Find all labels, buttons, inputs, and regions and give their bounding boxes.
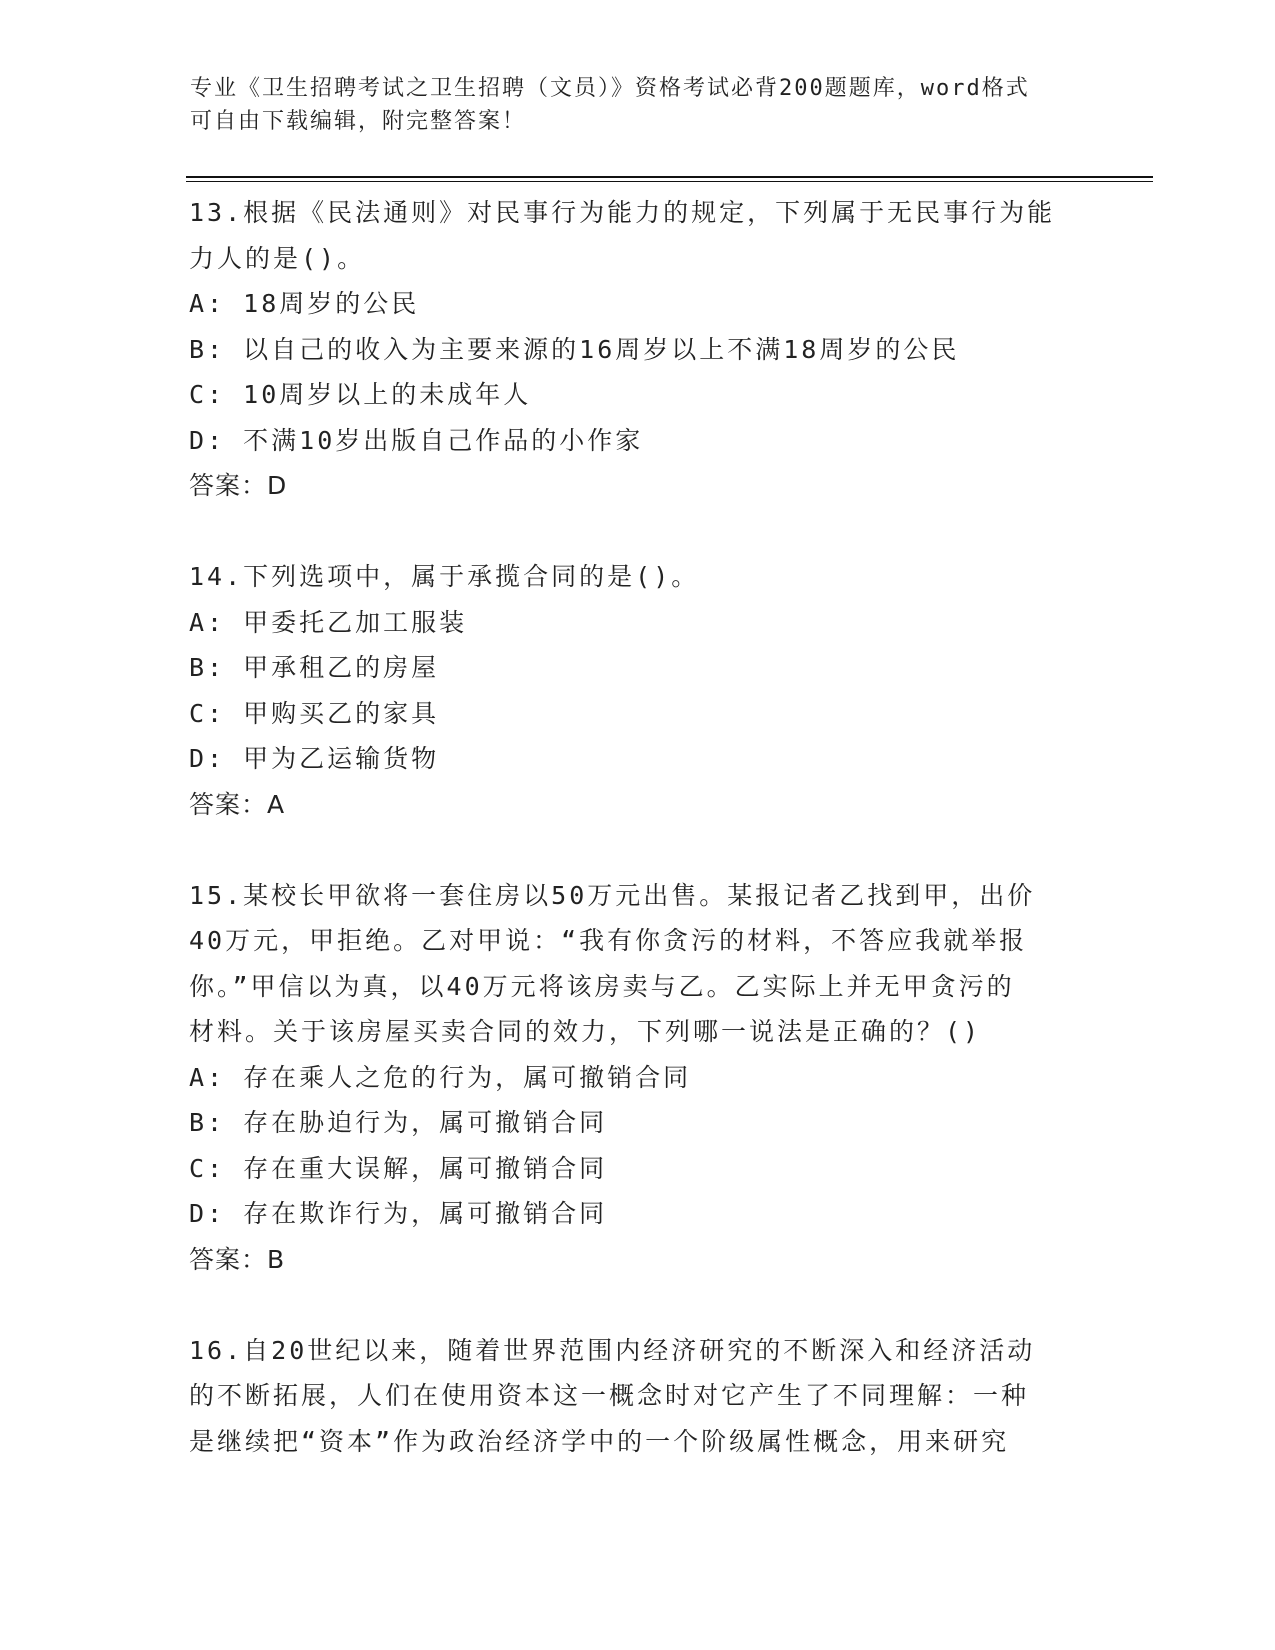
question-stem-line: 16.自20世纪以来，随着世界范围内经济研究的不断深入和经济活动 (189, 1335, 1036, 1365)
header-title-line-1: 专业《卫生招聘考试之卫生招聘（文员）》资格考试必背200题题库，word格式 (190, 76, 1030, 101)
question-13 (189, 190, 1089, 509)
question-stem-line: 是继续把“资本”作为政治经济学中的一个阶级属性概念，用来研究 (189, 1426, 1010, 1456)
option-a: A: 18周岁的公民 (189, 289, 420, 318)
header-divider-thin (186, 181, 1153, 182)
option-c: C: 存在重大误解，属可撤销合同 (189, 1153, 608, 1183)
question-16 (189, 1328, 1089, 1465)
question-spacer (189, 827, 1089, 873)
question-stem-line: 40万元，甲拒绝。乙对甲说：“我有你贪污的材料，不答应我就举报 (189, 926, 1028, 955)
option-c: C: 甲购买乙的家具 (189, 698, 440, 728)
option-d: D: 存在欺诈行为，属可撤销合同 (189, 1199, 608, 1228)
header-divider-thick (186, 176, 1153, 178)
answer-label: 答案：D (189, 471, 288, 500)
header-title-line-2: 可自由下载编辑，附完整答案！ (190, 109, 527, 134)
option-d: D: 甲为乙运输货物 (189, 744, 440, 773)
option-c: C: 10周岁以上的未成年人 (189, 380, 532, 409)
document-header (190, 72, 1090, 138)
question-spacer (189, 509, 1089, 555)
option-a: A: 甲委托乙加工服装 (189, 607, 468, 637)
option-b: B: 存在胁迫行为，属可撤销合同 (189, 1108, 608, 1137)
answer-label: 答案：B (189, 1244, 286, 1274)
question-spacer (189, 1282, 1089, 1328)
question-stem-line: 你。”甲信以为真，以40万元将该房卖与乙。乙实际上并无甲贪污的 (189, 971, 1015, 1001)
option-b: B: 甲承租乙的房屋 (189, 653, 440, 682)
question-stem-line: 14.下列选项中，属于承揽合同的是()。 (189, 562, 700, 591)
option-b: B: 以自己的收入为主要来源的16周岁以上不满18周岁的公民 (189, 334, 960, 364)
question-stem-line: 力人的是()。 (189, 243, 366, 273)
question-stem-line: 13.根据《民法通则》对民事行为能力的规定，下列属于无民事行为能 (189, 198, 1056, 227)
question-stem-line: 15.某校长甲欲将一套住房以50万元出售。某报记者乙找到甲，出价 (189, 880, 1036, 910)
option-a: A: 存在乘人之危的行为，属可撤销合同 (189, 1062, 692, 1092)
question-14 (189, 554, 1089, 827)
question-list (189, 190, 1089, 1464)
question-15 (189, 873, 1089, 1283)
answer-label: 答案：A (189, 789, 286, 819)
question-stem-line: 材料。关于该房屋买卖合同的效力，下列哪一说法是正确的？() (189, 1017, 982, 1046)
option-d: D: 不满10岁出版自己作品的小作家 (189, 425, 644, 455)
question-stem-line: 的不断拓展，人们在使用资本这一概念时对它产生了不同理解：一种 (189, 1381, 1030, 1410)
